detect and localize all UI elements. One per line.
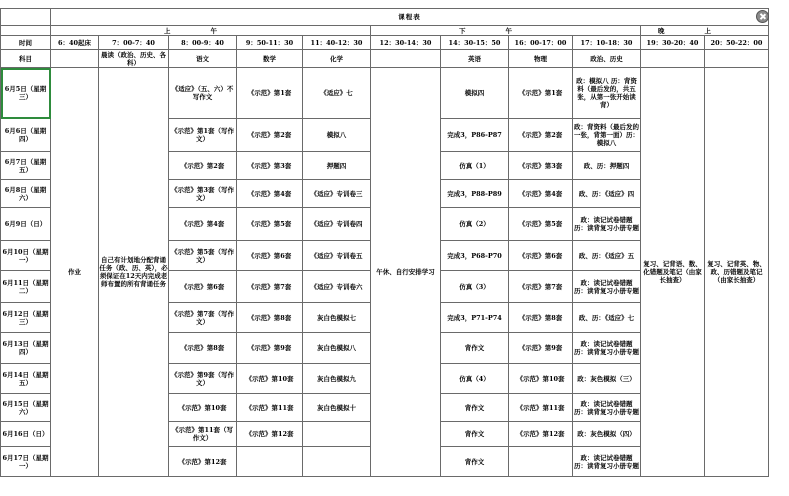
chemistry-cell[interactable]: 灰白色模拟九 <box>303 364 371 394</box>
physics-cell[interactable]: 《示范》第1套 <box>509 68 573 119</box>
evening-review-1-note[interactable]: 复习、记背语、数、化错题及笔记（由家长抽查） <box>641 68 705 477</box>
math-cell[interactable]: 《示范》第9套 <box>237 333 303 364</box>
chinese-cell[interactable]: 《示范》第11套（写作文） <box>169 422 237 447</box>
math-cell[interactable]: 《示范》第11套 <box>237 394 303 422</box>
subject-header[interactable]: 化学 <box>303 50 371 68</box>
time-slot[interactable]: 17：10-18：30 <box>573 36 641 50</box>
math-cell[interactable]: 《示范》第7套 <box>237 271 303 303</box>
time-slot[interactable]: 20：50-22：00 <box>705 36 769 50</box>
physics-cell[interactable]: 《示范》第2套 <box>509 119 573 152</box>
english-cell[interactable]: 完成3，P86-P87 <box>441 119 509 152</box>
english-cell[interactable]: 仿真（2） <box>441 208 509 241</box>
subject-header[interactable]: 英语 <box>441 50 509 68</box>
subject-header[interactable]: 政治、历史 <box>573 50 641 68</box>
english-cell[interactable]: 完成3，P71-P74 <box>441 303 509 333</box>
subject-header[interactable] <box>705 50 769 68</box>
english-cell[interactable]: 背作文 <box>441 394 509 422</box>
physics-cell[interactable]: 《示范》第4套 <box>509 180 573 208</box>
physics-cell[interactable]: 《示范》第6套 <box>509 241 573 271</box>
chinese-cell[interactable]: 《示范》第6套 <box>169 271 237 303</box>
chinese-cell[interactable]: 《示范》第3套（写作文） <box>169 180 237 208</box>
subject-header[interactable] <box>51 50 99 68</box>
politics-history-cell[interactable]: 政：读记试卷错题 历：读背复习小册专题 <box>573 333 641 364</box>
politics-history-cell[interactable]: 政、历：《适应》五 <box>573 241 641 271</box>
politics-history-cell[interactable]: 政：读记试卷错题 历：读背复习小册专题 <box>573 271 641 303</box>
physics-cell[interactable]: 《示范》第5套 <box>509 208 573 241</box>
math-cell[interactable]: 《示范》第10套 <box>237 364 303 394</box>
date-cell[interactable]: 6月17日（星期一） <box>1 447 51 477</box>
politics-history-cell[interactable]: 政、历：《适应》七 <box>573 303 641 333</box>
english-cell[interactable]: 完成3，P68-P70 <box>441 241 509 271</box>
date-cell[interactable]: 6月10日（星期一） <box>1 241 51 271</box>
subject-header[interactable]: 数学 <box>237 50 303 68</box>
politics-history-cell[interactable]: 政：读记试卷错题 历：读背复习小册专题 <box>573 447 641 477</box>
physics-cell[interactable]: 《示范》第11套 <box>509 394 573 422</box>
english-cell[interactable]: 模拟四 <box>441 68 509 119</box>
english-cell[interactable]: 背作文 <box>441 447 509 477</box>
chinese-cell[interactable]: 《示范》第10套 <box>169 394 237 422</box>
chemistry-cell[interactable]: 《适应》专训卷五 <box>303 241 371 271</box>
time-slot[interactable]: 14：30-15：50 <box>441 36 509 50</box>
chinese-cell[interactable]: 《示范》第12套 <box>169 447 237 477</box>
date-cell[interactable]: 6月12日（星期三） <box>1 303 51 333</box>
chinese-cell[interactable]: 《示范》第5套（写作文） <box>169 241 237 271</box>
chemistry-cell[interactable]: 《适应》专训卷六 <box>303 271 371 303</box>
math-cell[interactable]: 《示范》第1套 <box>237 68 303 119</box>
physics-cell[interactable] <box>509 447 573 477</box>
chinese-cell[interactable]: 《示范》第1套（写作文） <box>169 119 237 152</box>
subject-header[interactable]: 物理 <box>509 50 573 68</box>
date-cell[interactable]: 6月8日（星期六） <box>1 180 51 208</box>
section-eve: 晚上 <box>641 26 769 36</box>
physics-cell[interactable]: 《示范》第9套 <box>509 333 573 364</box>
homework-label[interactable]: 作业 <box>51 68 99 477</box>
chemistry-cell[interactable] <box>303 447 371 477</box>
subject-header[interactable] <box>371 50 441 68</box>
chinese-cell[interactable]: 《示范》第8套 <box>169 333 237 364</box>
english-cell[interactable]: 仿真（3） <box>441 271 509 303</box>
politics-history-cell[interactable]: 政：读记试卷错题 历：读背复习小册专题 <box>573 394 641 422</box>
chemistry-cell[interactable]: 《适应》专训卷三 <box>303 180 371 208</box>
evening-review-2-note[interactable]: 复习、记背英、物、政、历错题及笔记（由家长抽查） <box>705 68 769 477</box>
politics-history-cell[interactable]: 政：灰色模拟（三） <box>573 364 641 394</box>
table-row <box>1 68 769 119</box>
date-cell[interactable]: 6月7日（星期五） <box>1 152 51 180</box>
date-cell[interactable]: 6月14日（星期五） <box>1 364 51 394</box>
chinese-cell[interactable]: 《示范》第7套（写作文） <box>169 303 237 333</box>
time-slot[interactable]: 9：50-11：30 <box>237 36 303 50</box>
english-cell[interactable]: 背作文 <box>441 333 509 364</box>
chemistry-cell[interactable]: 灰白色模拟七 <box>303 303 371 333</box>
chemistry-cell[interactable]: 《适应》七 <box>303 68 371 119</box>
close-icon[interactable] <box>756 10 769 23</box>
date-cell[interactable]: 6月13日（星期四） <box>1 333 51 364</box>
math-cell[interactable]: 《示范》第4套 <box>237 180 303 208</box>
politics-history-cell[interactable]: 政：模拟八 历：背资料（最后发的，共五张，从第一张开始读背） <box>573 68 641 119</box>
date-cell[interactable]: 6月11日（星期二） <box>1 271 51 303</box>
politics-history-cell[interactable]: 政：灰色模拟（四） <box>573 422 641 447</box>
politics-history-cell[interactable]: 政：背资料（最后发的一张，背第一面）历：模拟八 <box>573 119 641 152</box>
physics-cell[interactable]: 《示范》第7套 <box>509 271 573 303</box>
time-slot[interactable]: 8：00-9：40 <box>169 36 237 50</box>
chemistry-cell[interactable]: 灰白色模拟八 <box>303 333 371 364</box>
chemistry-cell[interactable]: 《适应》专训卷四 <box>303 208 371 241</box>
english-cell[interactable]: 背作文 <box>441 422 509 447</box>
subject-header[interactable]: 语文 <box>169 50 237 68</box>
chinese-cell[interactable]: 《示范》第2套 <box>169 152 237 180</box>
physics-cell[interactable]: 《示范》第10套 <box>509 364 573 394</box>
english-cell[interactable]: 仿真（1） <box>441 152 509 180</box>
date-cell[interactable]: 6月9日（日） <box>1 208 51 241</box>
date-cell[interactable]: 6月15日（星期六） <box>1 394 51 422</box>
physics-cell[interactable]: 《示范》第8套 <box>509 303 573 333</box>
section-am: 上午 <box>51 26 371 36</box>
page-title: 课程表 <box>51 9 769 26</box>
schedule-table <box>0 8 769 477</box>
chemistry-cell[interactable]: 模拟八 <box>303 119 371 152</box>
politics-history-cell[interactable]: 政、历：押题四 <box>573 152 641 180</box>
math-cell[interactable]: 《示范》第6套 <box>237 241 303 271</box>
physics-cell[interactable]: 《示范》第3套 <box>509 152 573 180</box>
date-cell[interactable]: 6月5日（星期三） <box>1 68 51 119</box>
politics-history-cell[interactable]: 政：读记试卷错题 历：读背复习小册专题 <box>573 208 641 241</box>
time-label[interactable]: 时间 <box>1 36 51 50</box>
chemistry-cell[interactable]: 灰白色模拟十 <box>303 394 371 422</box>
subject-label[interactable]: 科目 <box>1 50 51 68</box>
morning-reading-note[interactable]: 自己有计划地分配背诵任务（政、历、英），必须保证在12天内完成老师布置的所有背诵任务 <box>99 68 169 477</box>
chemistry-cell[interactable] <box>303 422 371 447</box>
time-slot[interactable]: 6：40起床 <box>51 36 99 50</box>
math-cell[interactable]: 《示范》第8套 <box>237 303 303 333</box>
math-cell[interactable]: 《示范》第12套 <box>237 422 303 447</box>
subject-header[interactable]: 晨读（政治、历史、各科） <box>99 50 169 68</box>
math-cell[interactable]: 《示范》第5套 <box>237 208 303 241</box>
math-cell[interactable]: 《示范》第2套 <box>237 119 303 152</box>
subject-header[interactable] <box>641 50 705 68</box>
date-cell[interactable]: 6月16日（日） <box>1 422 51 447</box>
noon-rest-note[interactable]: 午休、自行安排学习 <box>371 68 441 477</box>
math-cell[interactable]: 《示范》第3套 <box>237 152 303 180</box>
time-slot[interactable]: 19：30-20：40 <box>641 36 705 50</box>
chinese-cell[interactable]: 《示范》第9套（写作文） <box>169 364 237 394</box>
chinese-cell[interactable]: 《示范》第4套 <box>169 208 237 241</box>
time-slot[interactable]: 16：00-17：00 <box>509 36 573 50</box>
chemistry-cell[interactable]: 押题四 <box>303 152 371 180</box>
english-cell[interactable]: 仿真（4） <box>441 364 509 394</box>
physics-cell[interactable]: 《示范》第12套 <box>509 422 573 447</box>
time-slot[interactable]: 12：30-14：30 <box>371 36 441 50</box>
chinese-cell[interactable]: 《适应》（五、六）不写作文 <box>169 68 237 119</box>
politics-history-cell[interactable]: 政、历：《适应》四 <box>573 180 641 208</box>
english-cell[interactable]: 完成3，P88-P89 <box>441 180 509 208</box>
time-slot[interactable]: 7：00-7：40 <box>99 36 169 50</box>
date-cell[interactable]: 6月6日（星期四） <box>1 119 51 152</box>
time-slot[interactable]: 11：40-12：30 <box>303 36 371 50</box>
math-cell[interactable] <box>237 447 303 477</box>
section-pm: 下午 <box>371 26 641 36</box>
